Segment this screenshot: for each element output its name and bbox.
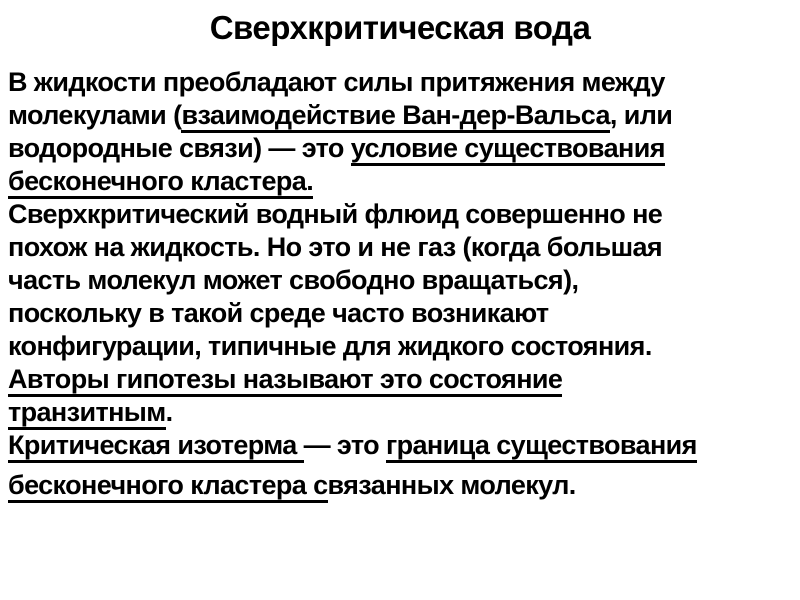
text-line: [8, 198, 794, 231]
text-line: [8, 330, 794, 363]
text-line: [8, 132, 794, 165]
underlined-text-segment: бесконечного кластера.: [8, 166, 313, 199]
text-segment: Сверхкритический водный флюид совершенно не: [8, 199, 663, 229]
slide-title: Сверхкритическая вода: [209, 9, 591, 46]
underlined-text-segment: условие существования: [351, 133, 665, 166]
text-line: [8, 231, 794, 264]
text-segment: В жидкости преобладают силы притяжения между: [8, 67, 665, 97]
text-line: [8, 66, 794, 99]
text-line: [8, 363, 794, 396]
slide-body: [0, 66, 800, 502]
underlined-text-segment: граница существования: [386, 430, 697, 463]
text-segment: конфигурации, типичные для жидкого состояния.: [8, 331, 652, 361]
text-segment: вязанных молекул.: [327, 470, 576, 500]
text-segment: , или: [609, 100, 673, 130]
text-line: [8, 297, 794, 330]
text-line: [8, 469, 794, 502]
text-line: [8, 165, 794, 198]
underlined-text-segment: взаимодействие Ван-дер-Вальса: [181, 100, 609, 133]
text-segment: .: [165, 397, 173, 427]
text-segment: молекулами (: [8, 100, 182, 130]
text-line: [8, 264, 794, 297]
text-line: [8, 429, 794, 462]
underlined-text-segment: транзитным: [8, 397, 166, 430]
text-segment: похож на жидкость. Но это и не газ (когда большая: [8, 232, 663, 262]
text-segment: поскольку в такой среде часто возникают: [8, 298, 549, 328]
underlined-text-segment: бесконечного кластера с: [8, 470, 328, 503]
underlined-text-segment: Критическая изотерма: [8, 430, 304, 463]
text-segment: водородные связи) — это: [8, 133, 351, 163]
text-segment: — это: [303, 430, 386, 460]
text-segment: часть молекул может свободно вращаться),: [8, 265, 579, 295]
text-line: [8, 396, 794, 429]
text-line: [8, 99, 794, 132]
underlined-text-segment: Авторы гипотезы называют это состояние: [8, 364, 562, 397]
